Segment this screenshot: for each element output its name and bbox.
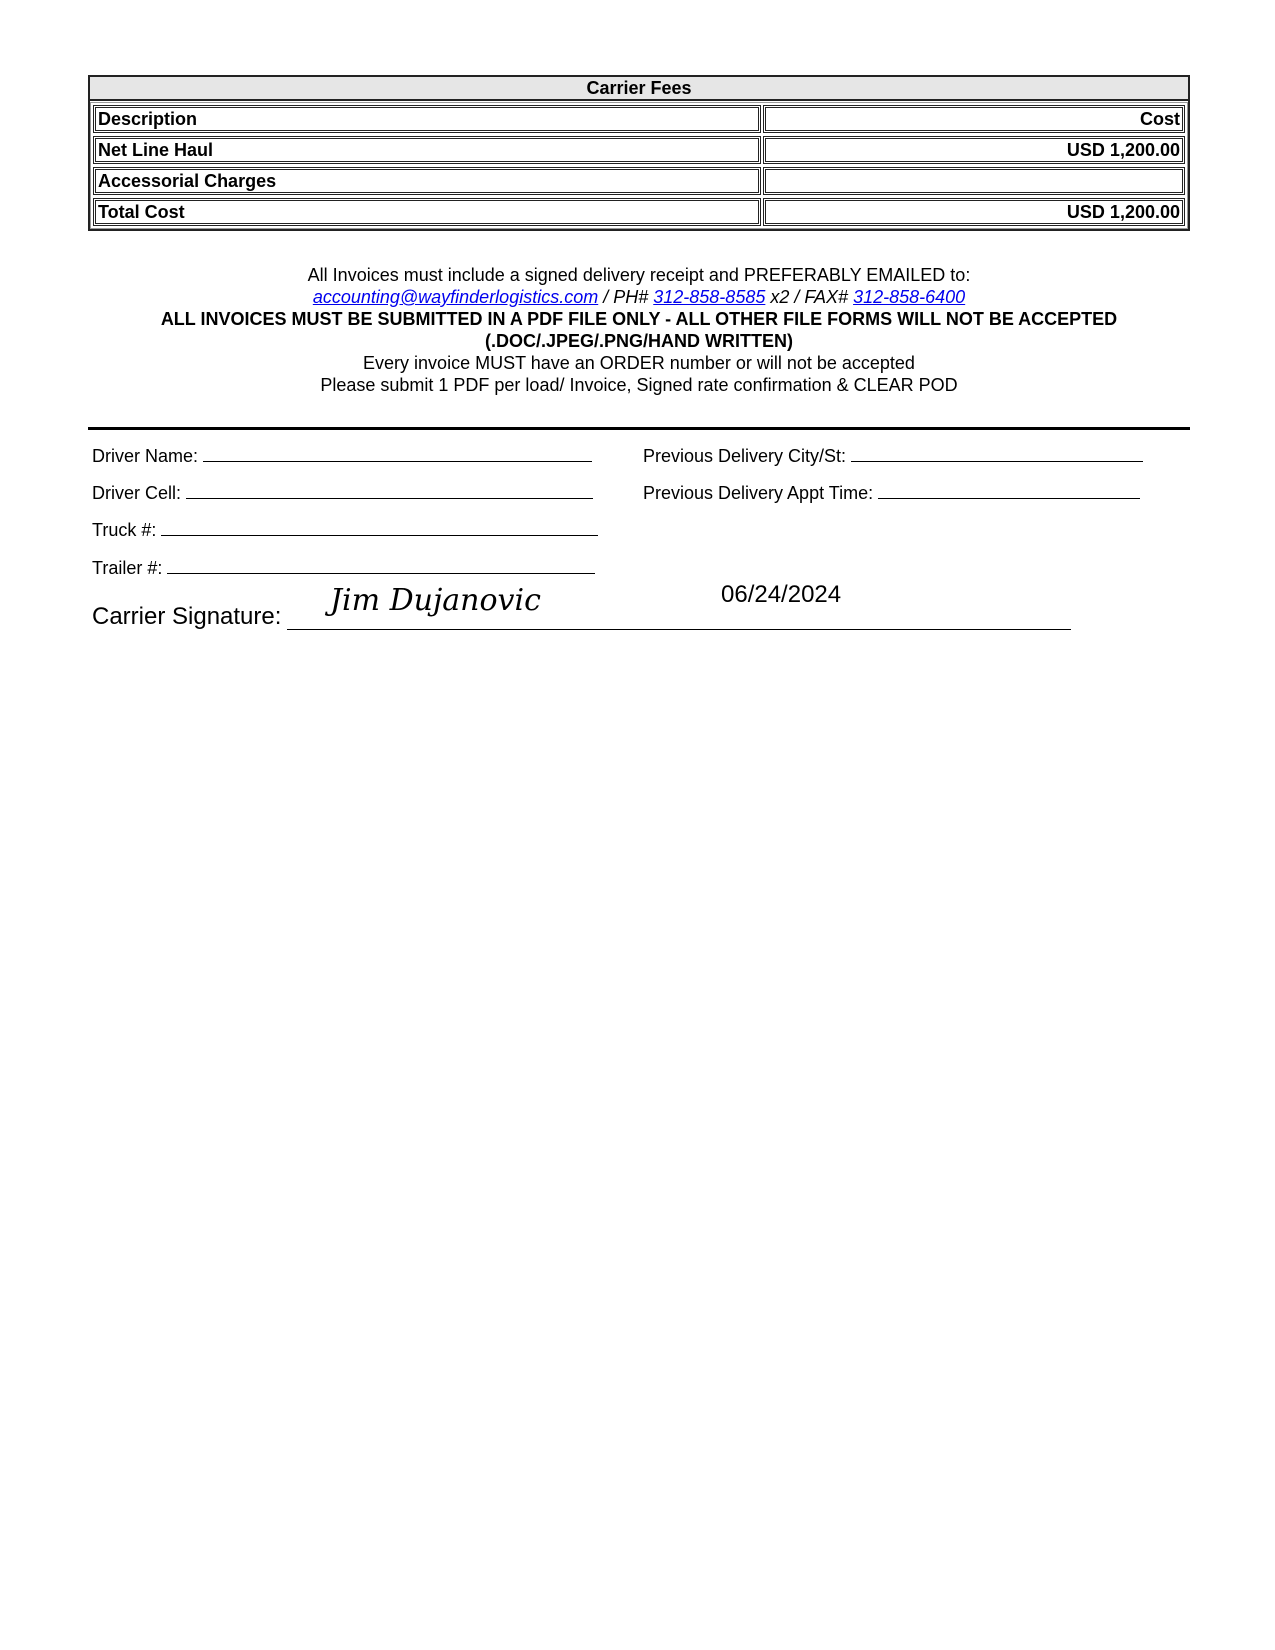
- instruction-line-1: All Invoices must include a signed delivery receipt and PREFERABLY EMAILED to:: [307, 265, 971, 285]
- truck-line[interactable]: [161, 521, 598, 536]
- table-row: [93, 167, 1185, 195]
- file-types-line: (.DOC/.JPEG/.PNG/HAND WRITTEN): [484, 331, 793, 351]
- prev-delivery-appt-label: Previous Delivery Appt Time:: [643, 483, 874, 503]
- trailer-label: Trailer #:: [92, 558, 163, 578]
- pdf-requirement-line: ALL INVOICES MUST BE SUBMITTED IN A PDF FILE ONLY - ALL OTHER FILE FORMS WILL NOT BE ACCEPTED: [160, 309, 1118, 329]
- fee-cost: USD 1,200.00: [763, 136, 1185, 164]
- fee-description: Total Cost: [93, 198, 761, 226]
- driver-name-field[interactable]: [92, 446, 592, 467]
- carrier-signature-line[interactable]: [287, 629, 1071, 630]
- driver-name-label: Driver Name:: [92, 446, 199, 466]
- phone-link[interactable]: 312-858-8585: [653, 287, 766, 307]
- driver-name-line[interactable]: [203, 447, 592, 462]
- driver-cell-label: Driver Cell:: [92, 483, 182, 503]
- invoice-instructions: [88, 264, 1190, 396]
- table-row: [93, 136, 1185, 164]
- submission-line: Please submit 1 PDF per load/ Invoice, Signed rate confirmation & CLEAR POD: [320, 375, 958, 395]
- prev-delivery-appt-line[interactable]: [878, 484, 1140, 499]
- prev-delivery-city-label: Previous Delivery City/St:: [643, 446, 847, 466]
- trailer-line[interactable]: [167, 559, 595, 574]
- carrier-signature: Jim Dujanovic: [330, 583, 541, 618]
- fee-cost: USD 1,200.00: [763, 198, 1185, 226]
- fees-header-row: [93, 105, 1185, 133]
- fee-description: Accessorial Charges: [93, 167, 761, 195]
- fee-description: Net Line Haul: [93, 136, 761, 164]
- driver-cell-field[interactable]: [92, 483, 593, 504]
- section-divider: [88, 427, 1190, 430]
- prev-delivery-city-line[interactable]: [851, 447, 1143, 462]
- contact-line: [88, 286, 1190, 308]
- table-row: [93, 198, 1185, 226]
- prev-delivery-city-field[interactable]: [643, 446, 1143, 467]
- carrier-fees-title: Carrier Fees: [90, 77, 1188, 101]
- fax-label: x2 / FAX#: [765, 287, 854, 307]
- email-link[interactable]: accounting@wayfinderlogistics.com: [312, 287, 599, 307]
- phone-label: / PH#: [598, 287, 654, 307]
- carrier-signature-label: Carrier Signature:: [92, 603, 282, 630]
- trailer-field[interactable]: [92, 558, 595, 579]
- fax-link[interactable]: 312-858-6400: [853, 287, 966, 307]
- order-number-line: Every invoice MUST have an ORDER number or will not be accepted: [363, 353, 915, 373]
- carrier-fees-table: [88, 75, 1190, 231]
- prev-delivery-appt-field[interactable]: [643, 483, 1140, 504]
- truck-field[interactable]: [92, 520, 598, 541]
- signature-date: 06/24/2024: [721, 581, 842, 608]
- truck-label: Truck #:: [92, 520, 157, 540]
- fees-header-cost: Cost: [763, 105, 1185, 133]
- carrier-fees-body: [90, 102, 1188, 229]
- fee-cost: [763, 167, 1185, 195]
- fees-header-description: Description: [93, 105, 761, 133]
- driver-cell-line[interactable]: [186, 484, 593, 499]
